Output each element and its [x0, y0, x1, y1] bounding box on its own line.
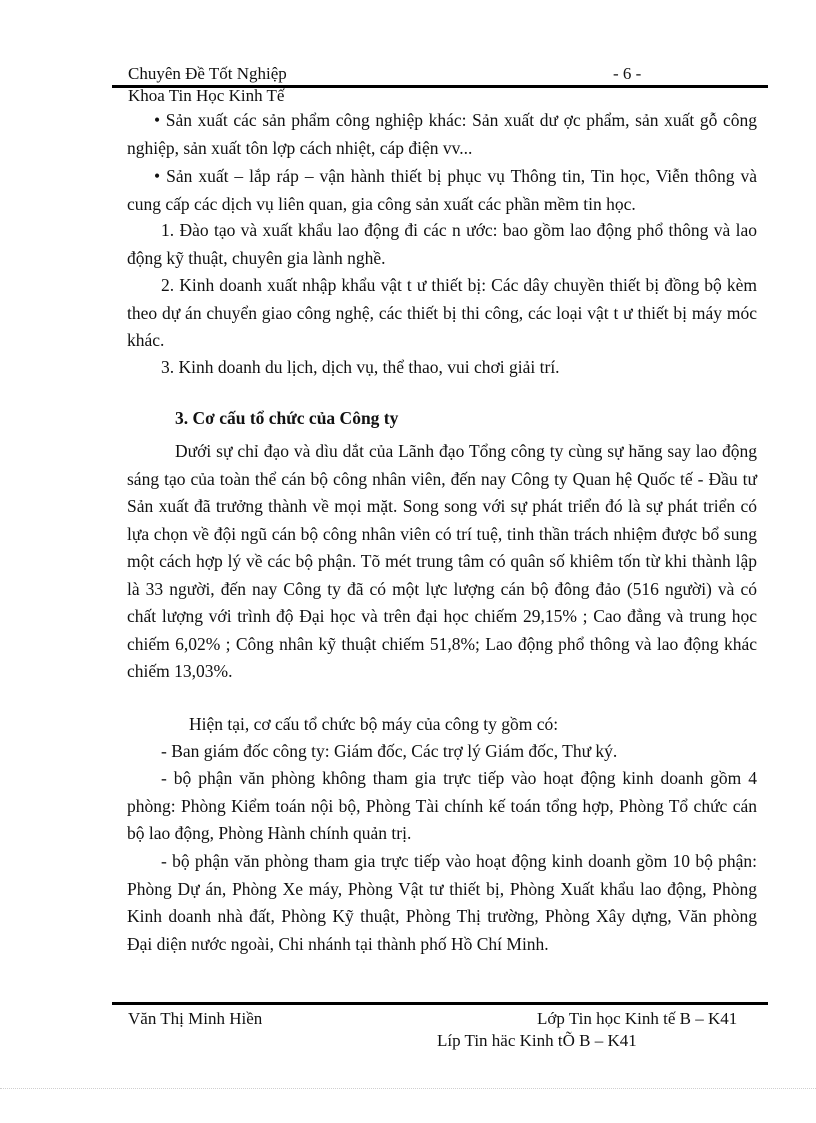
footer-author: Văn Thị Minh Hiền: [128, 1009, 263, 1028]
numbered-item-2: 2. Kinh doanh xuất nhập khẩu vật t ư thiết bị: Các dây chuyền thiết bị đồng bộ kèm theo dự án chuyển giao công nghệ, các thiết bị thi công, các loại vật t ư thiết bị máy móc khác.: [127, 275, 757, 350]
footer-class: Lớp Tin học Kinh tế B – K41: [537, 1009, 738, 1028]
bullet-item-industrial-products: • Sản xuất các sản phẩm công nghiệp khác: Sản xuất dư ợc phẩm, sản xuất gỗ công nghiệp, sản xuất tôn lợp cách nhiệt, cáp điện vv...: [127, 110, 757, 158]
numbered-item-1: 1. Đào tạo và xuất khẩu lao động đi các n ước: bao gồm lao động phổ thông và lao động kỹ thuật, chuyên gia lành nghề.: [127, 220, 757, 268]
bullet-item-it-equipment: • Sản xuất – lắp ráp – vận hành thiết bị phục vụ Thông tin, Tin học, Viễn thông và cung cấp các dịch vụ liên quan, gia công sản xuất các phần mềm tin học.: [127, 166, 757, 214]
header-faculty: Khoa Tin Học Kinh Tế: [128, 86, 285, 105]
dash-item-non-business-offices: - bộ phận văn phòng không tham gia trực tiếp vào hoạt động kinh doanh gồm 4 phòng: Phòng Kiểm toán nội bộ, Phòng Tài chính kế toán tổng hợp, Phòng Tổ chức cán bộ lao động, Phòng Hành chính quản trị.: [127, 768, 757, 843]
footer-class-garbled: Líp Tin häc Kinh tÕ B – K41: [437, 1031, 637, 1050]
numbered-item-3: 3. Kinh doanh du lịch, dịch vụ, thể thao, vui chơi giải trí.: [161, 357, 560, 377]
dash-item-board: - Ban giám đốc công ty: Giám đốc, Các trợ lý Giám đốc, Thư ký.: [161, 741, 618, 761]
dash-item-business-offices: - bộ phận văn phòng tham gia trực tiếp vào hoạt động kinh doanh gồm 10 bộ phận: Phòng Dự án, Phòng Xe máy, Phòng Vật tư thiết bị, Phòng Xuất khẩu lao động, Phòng Kinh doanh nhà đất, Phòng Kỹ thuật, Phòng Thị trường, Phòng Xây dựng, Văn phòng Đại diện nước ngoài, Chi nhánh tại thành phố Hồ Chí Minh.: [127, 851, 757, 954]
header-title: Chuyên Đề Tốt Nghiệp: [128, 64, 287, 83]
organization-paragraph: Dưới sự chỉ đạo và dìu dắt của Lãnh đạo Tổng công ty cùng sự hăng say lao động sáng tạo của toàn thể cán bộ công nhân viên, đến nay Công ty Quan hệ Quốc tế - Đầu tư Sản xuất đã trưởng thành về mọi mặt. Song song với sự phát triển đó là sự phát triển có lựa chọn về đội ngũ cán bộ công nhân viên có trí tuệ, tinh thần trách nhiệm được bổ sung một cách hợp lý về các bộ phận. Tõ mét trung tâm có quân số khiêm tốn từ khi thành lập là 33 người, đến nay Công ty đã có một lực lượng cán bộ đông đảo (516 người) và có chất lượng với trình độ Đại học và trên đại học chiếm 29,15% ; Cao đẳng và trung học chiếm 6,02% ; Công nhân kỹ thuật chiếm 51,8%; Lao động phổ thông và lao động khác chiếm 13,03%.: [127, 441, 757, 681]
page-number: - 6 -: [613, 64, 642, 83]
structure-intro: Hiện tại, cơ cấu tổ chức bộ máy của công ty gồm có:: [189, 714, 559, 734]
page-edge-divider: [0, 1088, 816, 1089]
footer-rule: [112, 1002, 768, 1005]
section-heading: 3. Cơ cấu tổ chức của Công ty: [175, 408, 399, 428]
